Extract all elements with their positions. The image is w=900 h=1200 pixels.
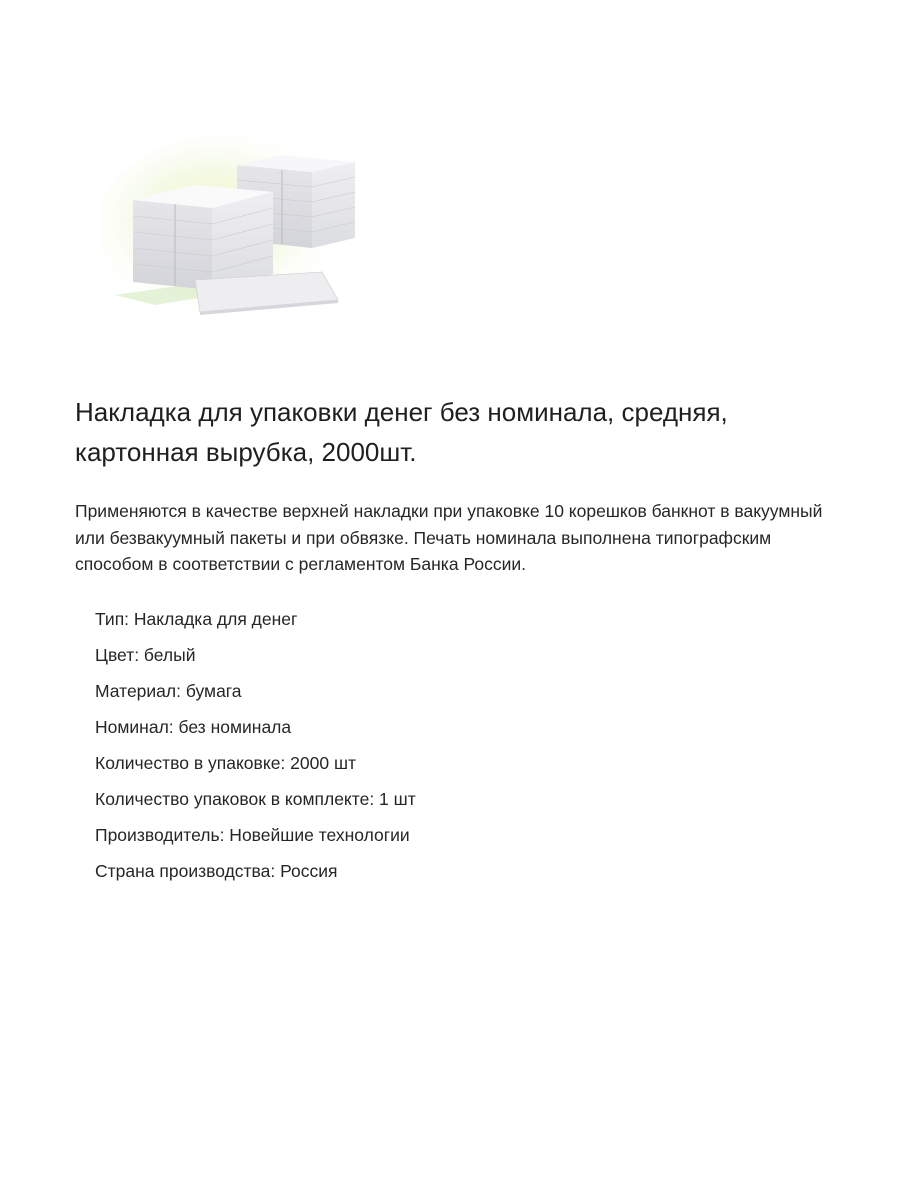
product-image [100, 130, 370, 340]
product-description: Применяются в качестве верхней накладки при упаковке 10 корешков банкнот в вакуумный или безвакуумный пакеты и при обвязке. Печать номинала выполнена типографским способом в соответствии с регламентом Банка России. [75, 501, 823, 574]
product-content [75, 392, 835, 889]
product-title: Накладка для упаковки денег без номинала, средняя, картонная вырубка, 2000шт. [75, 397, 728, 467]
spec-packs-per-set: Количество упаковок в комплекте: 1 шт [95, 788, 416, 809]
spec-denomination: Номинал: без номинала [95, 716, 292, 737]
spec-color: Цвет: белый [95, 644, 196, 665]
spec-country: Страна производства: Россия [95, 860, 338, 881]
spec-manufacturer: Производитель: Новейшие технологии [95, 824, 410, 845]
spec-pack-quantity: Количество в упаковке: 2000 шт [95, 752, 356, 773]
spec-list [75, 601, 835, 889]
spec-material: Материал: бумага [95, 680, 242, 701]
spec-type: Тип: Накладка для денег [95, 608, 298, 629]
